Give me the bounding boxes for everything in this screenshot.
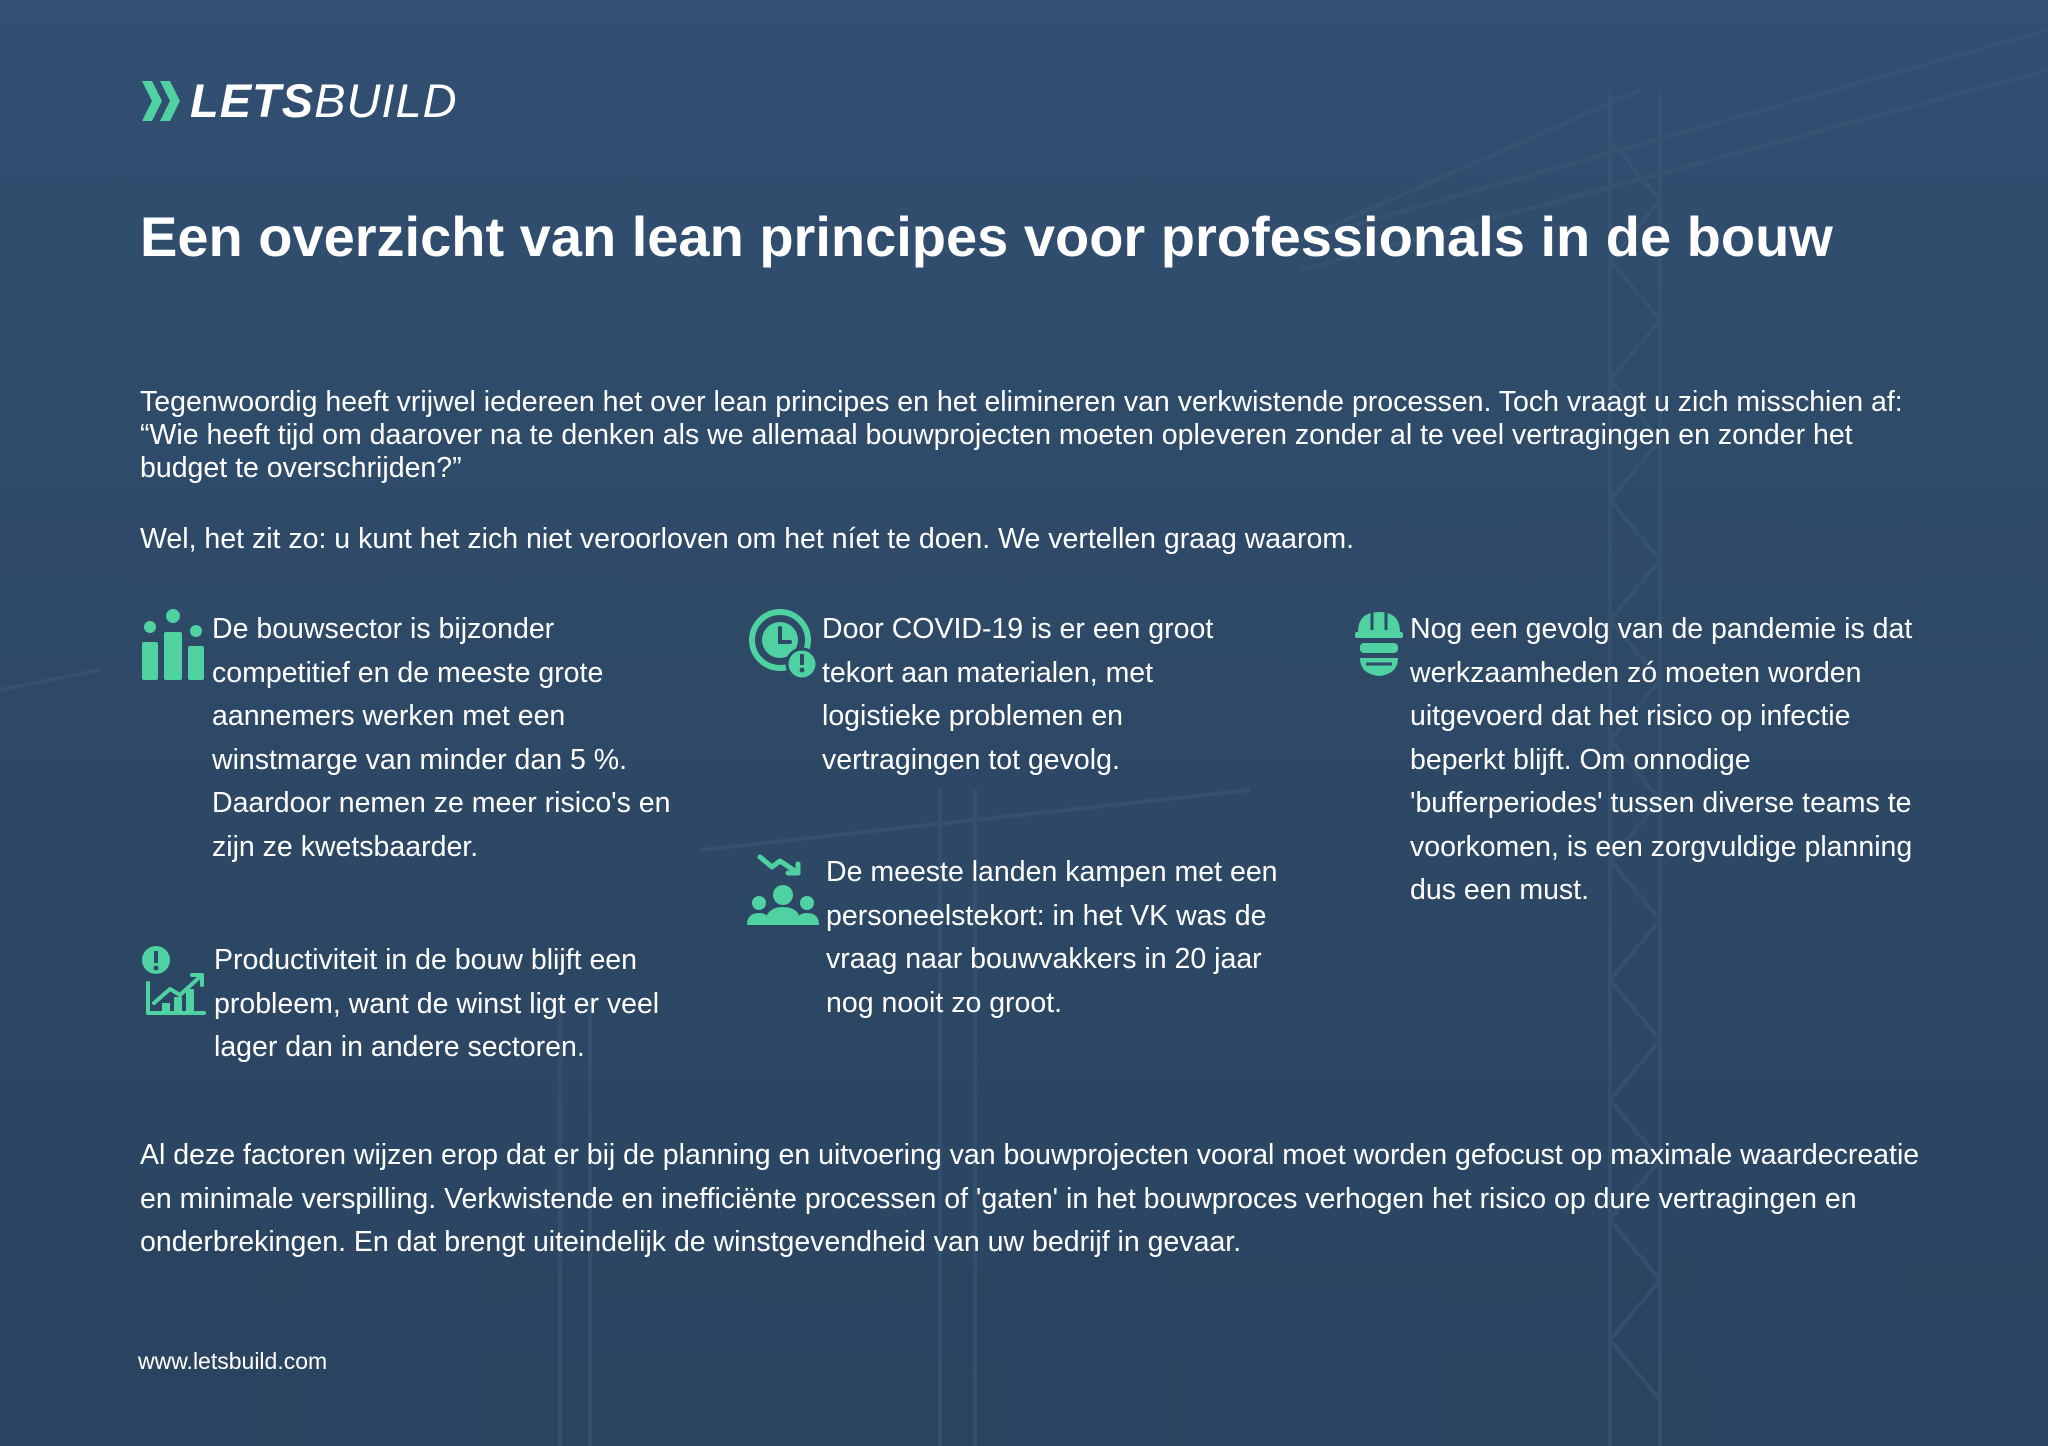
logo-chevrons-icon bbox=[140, 79, 184, 123]
competition-people-icon bbox=[140, 608, 206, 682]
lead-paragraph: Wel, het zit zo: u kunt het zich niet veroorloven om het níet te doen. We vertellen graag waarom. bbox=[140, 523, 1355, 555]
point-labour-shortage-text: De meeste landen kampen met een personeelstekort: in het VK was de vraag naar bouwvakkers in 20 jaar nog nooit zo groot. bbox=[826, 856, 1278, 1019]
workforce-decline-icon bbox=[746, 851, 820, 927]
point-competition bbox=[140, 608, 710, 878]
point-covid-materials-text: Door COVID-19 is er een groot tekort aan materialen, met logistieke problemen en vertragingen tot gevolg. bbox=[822, 613, 1214, 776]
point-infection-risk bbox=[1354, 608, 1934, 918]
letsbuild-logo bbox=[140, 76, 458, 126]
logo-bold-text: LETS bbox=[190, 74, 315, 127]
point-productivity bbox=[140, 939, 720, 1079]
point-competition-text: De bouwsector is bijzonder competitief en de meeste grote aannemers werken met een winstmarge van minder dan 5 %. Daardoor nemen ze meer risico's en zijn ze kwetsbaarder. bbox=[212, 613, 671, 863]
point-covid-materials bbox=[748, 608, 1308, 788]
logo-light-text: BUILD bbox=[314, 74, 458, 127]
logo-wordmark bbox=[190, 76, 458, 126]
point-labour-shortage bbox=[746, 851, 1306, 1031]
point-infection-risk-text: Nog een gevolg van de pandemie is dat werkzaamheden zó moeten worden uitgevoerd dat het risico op infectie beperkt blijft. Om onnodige 'bufferperiodes' tussen diverse teams te voorkomen, is een zorgvuldige planning dus een must. bbox=[1410, 613, 1913, 906]
closing-paragraph: Al deze factoren wijzen erop dat er bij de planning en uitvoering van bouwprojecten vooral moet worden gefocust op maximale waardecreatie en minimale verspilling. Verkwistende en inefficiënte processen of 'gaten' in het bouwproces verhogen het risico op dure vertragingen en onderbrekingen. En dat brengt uiteindelijk de winstgevendheid van uw bedrijf in gevaar. bbox=[140, 1139, 1920, 1258]
footer-url: www.letsbuild.com bbox=[138, 1348, 328, 1374]
productivity-chart-icon bbox=[140, 945, 208, 1017]
masked-worker-icon bbox=[1354, 608, 1404, 682]
point-productivity-text: Productiviteit in de bouw blijft een probleem, want de winst ligt er veel lager dan in andere sectoren. bbox=[214, 944, 660, 1063]
page-title: Een overzicht van lean principes voor professionals in de bouw bbox=[140, 205, 1833, 268]
clock-warning-icon bbox=[748, 608, 818, 680]
intro-paragraph: Tegenwoordig heeft vrijwel iedereen het over lean principes en het elimineren van verkwistende processen. Toch vraagt u zich misschien af: “Wie heeft tijd om daarover na te denken als we allemaal bouwprojecten moeten opleveren zonder al te veel vertragingen en zonder het budget te overschrijden?” bbox=[140, 386, 1903, 484]
